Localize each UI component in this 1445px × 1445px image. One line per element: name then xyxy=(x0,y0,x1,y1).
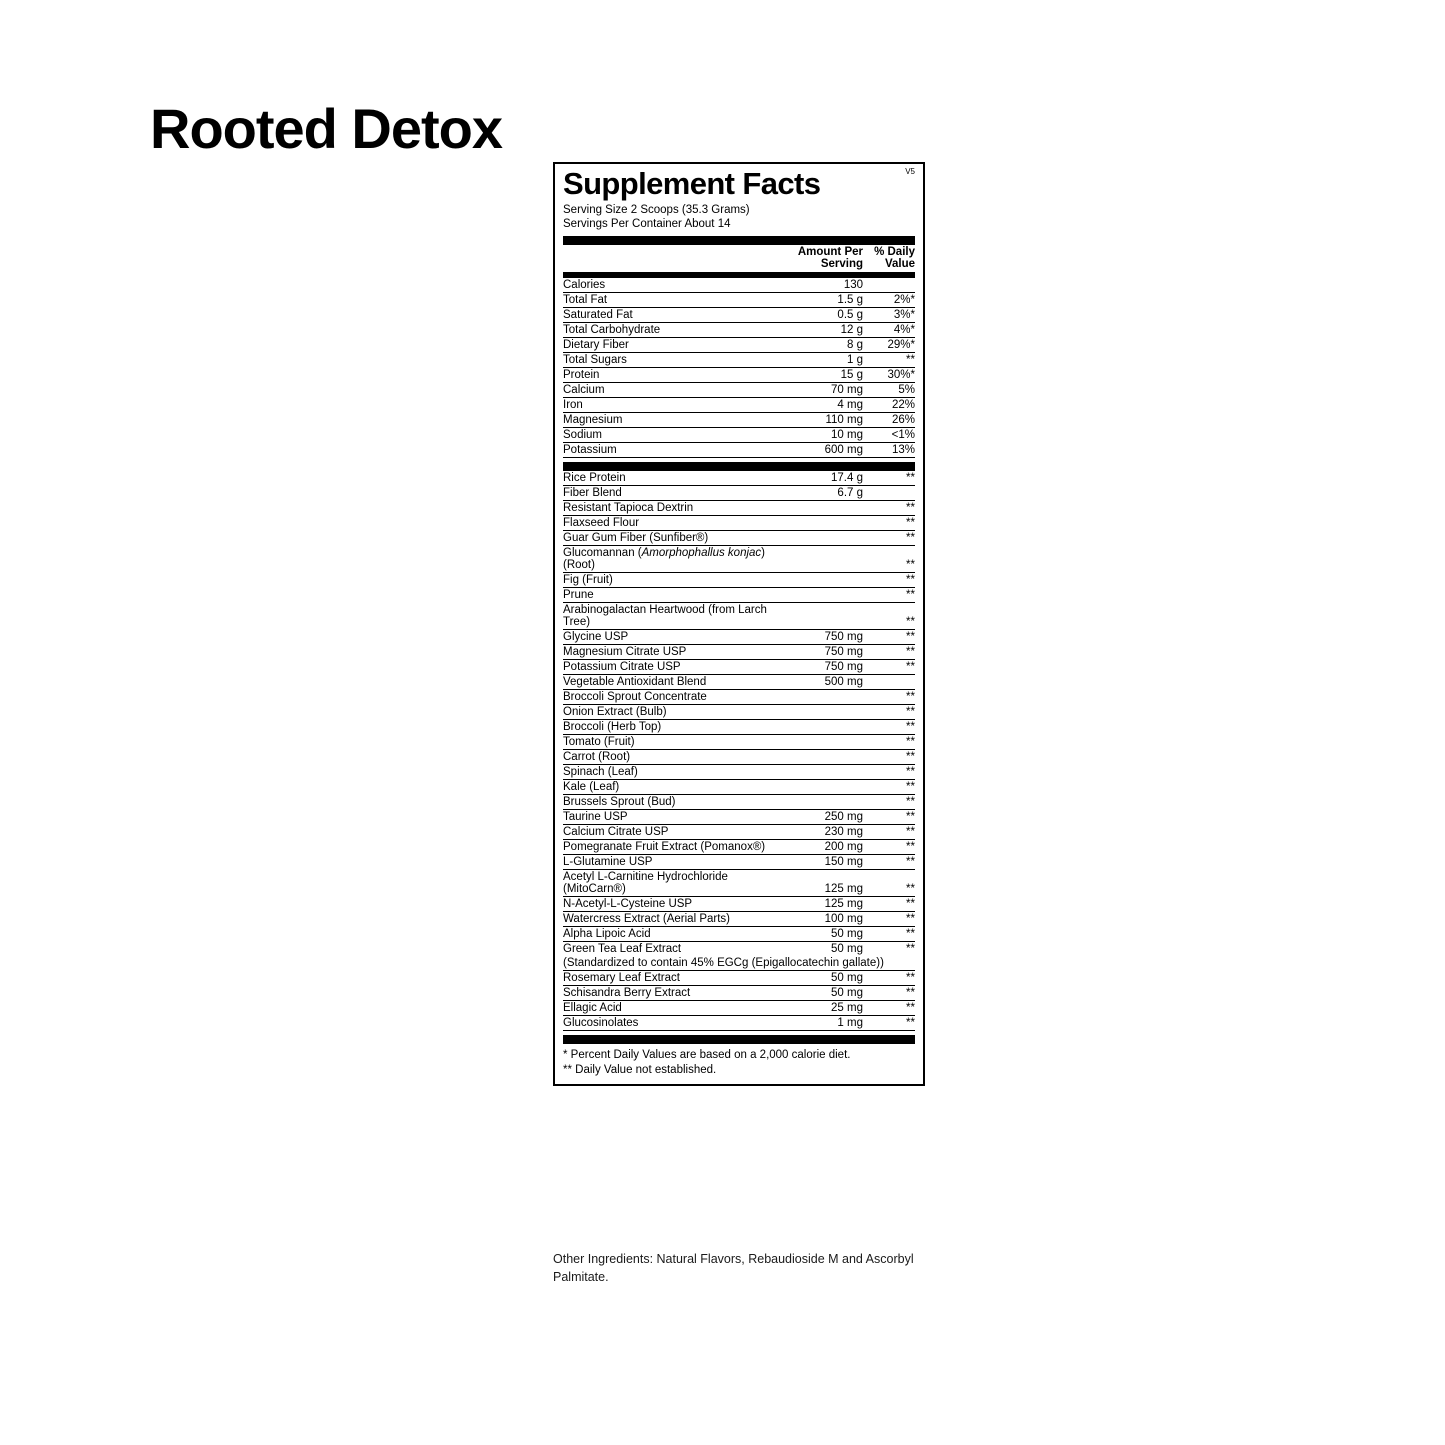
row-amount: 1 mg xyxy=(777,1015,863,1030)
row-amount xyxy=(777,500,863,515)
table-row xyxy=(563,824,915,839)
row-daily-value: ** xyxy=(863,970,915,985)
row-amount: 125 mg xyxy=(777,869,863,896)
table-row xyxy=(563,322,915,337)
row-name: Total Carbohydrate xyxy=(563,322,777,337)
row-amount: 750 mg xyxy=(777,659,863,674)
table-row xyxy=(563,412,915,427)
row-name: Carrot (Root) xyxy=(563,749,777,764)
row-name: Prune xyxy=(563,587,777,602)
row-amount: 50 mg xyxy=(777,985,863,1000)
row-daily-value: ** xyxy=(863,794,915,809)
table-row xyxy=(563,587,915,602)
row-amount xyxy=(777,530,863,545)
row-amount xyxy=(777,689,863,704)
row-daily-value: 30%* xyxy=(863,367,915,382)
row-name: Sodium xyxy=(563,427,777,442)
row-name: Calcium xyxy=(563,382,777,397)
footnote-dv-not-established: ** Daily Value not established. xyxy=(563,1063,717,1076)
row-daily-value: 2%* xyxy=(863,292,915,307)
row-daily-value: 26% xyxy=(863,412,915,427)
row-amount xyxy=(777,515,863,530)
table-row xyxy=(563,839,915,854)
row-name: Glycine USP xyxy=(563,629,777,644)
row-amount: 125 mg xyxy=(777,896,863,911)
row-daily-value: ** xyxy=(863,704,915,719)
row-amount: 0.5 g xyxy=(777,307,863,322)
page-title: Rooted Detox xyxy=(150,97,502,160)
latin-binomial: Amorphophallus konjac xyxy=(641,546,762,559)
table-row xyxy=(563,367,915,382)
row-daily-value: 3%* xyxy=(863,307,915,322)
row-amount: 150 mg xyxy=(777,854,863,869)
row-name: Calories xyxy=(563,278,777,293)
row-daily-value: 22% xyxy=(863,397,915,412)
row-daily-value: ** xyxy=(863,545,915,572)
table-row xyxy=(563,911,915,926)
table-row xyxy=(563,442,915,457)
table-row xyxy=(563,1000,915,1015)
row-name: Vegetable Antioxidant Blend xyxy=(563,674,777,689)
row-amount: 1 g xyxy=(777,352,863,367)
table-row xyxy=(563,278,915,293)
row-daily-value xyxy=(863,485,915,500)
panel-version-label: V5 xyxy=(905,167,915,176)
table-row xyxy=(563,307,915,322)
row-daily-value: ** xyxy=(863,352,915,367)
nutrition-table xyxy=(563,245,915,273)
row-daily-value: ** xyxy=(863,926,915,941)
table-row xyxy=(563,602,915,629)
row-daily-value: ** xyxy=(863,985,915,1000)
row-name: Calcium Citrate USP xyxy=(563,824,777,839)
row-name: Glucosinolates xyxy=(563,1015,777,1030)
row-name: L-Glutamine USP xyxy=(563,854,777,869)
table-row xyxy=(563,896,915,911)
table-row xyxy=(563,779,915,794)
row-name: Arabinogalactan Heartwood (from Larch Tree) xyxy=(563,602,777,629)
row-amount: 12 g xyxy=(777,322,863,337)
row-daily-value: ** xyxy=(863,587,915,602)
row-daily-value: ** xyxy=(863,824,915,839)
row-daily-value: ** xyxy=(863,896,915,911)
table-row xyxy=(563,644,915,659)
row-name: Fig (Fruit) xyxy=(563,572,777,587)
column-header-amount-line1: Amount Per xyxy=(797,245,863,258)
row-name: Rosemary Leaf Extract xyxy=(563,970,777,985)
row-name: Broccoli Sprout Concentrate xyxy=(563,689,777,704)
row-name: Iron xyxy=(563,397,777,412)
row-amount: 100 mg xyxy=(777,911,863,926)
row-name: Pomegranate Fruit Extract (Pomanox®) xyxy=(563,839,777,854)
row-name: Total Sugars xyxy=(563,352,777,367)
table-row xyxy=(563,500,915,515)
row-daily-value: ** xyxy=(863,854,915,869)
row-name: Glucomannan (Amorphophallus konjac) (Root) xyxy=(563,545,777,572)
column-header-daily-value xyxy=(863,245,915,273)
row-amount xyxy=(777,779,863,794)
column-header-amount-line2: Serving xyxy=(820,258,863,271)
row-daily-value: <1% xyxy=(863,427,915,442)
row-daily-value: ** xyxy=(863,779,915,794)
row-name: Guar Gum Fiber (Sunfiber®) xyxy=(563,530,777,545)
table-row xyxy=(563,485,915,500)
row-amount: 130 xyxy=(777,278,863,293)
row-amount: 17.4 g xyxy=(777,471,863,486)
row-daily-value: ** xyxy=(863,911,915,926)
nutrition-table-body xyxy=(563,245,915,273)
row-amount: 750 mg xyxy=(777,644,863,659)
table-row xyxy=(563,382,915,397)
divider-thick-mid xyxy=(563,462,915,471)
row-amount: 10 mg xyxy=(777,427,863,442)
row-amount xyxy=(777,587,863,602)
row-daily-value xyxy=(863,278,915,293)
table-row xyxy=(563,764,915,779)
table-row xyxy=(563,926,915,941)
other-ingredients: Other Ingredients: Natural Flavors, Rebaudioside M and Ascorbyl Palmitate. xyxy=(553,1252,914,1285)
row-amount: 600 mg xyxy=(777,442,863,457)
table-row xyxy=(563,719,915,734)
table-row xyxy=(563,734,915,749)
row-daily-value: ** xyxy=(863,839,915,854)
supplement-facts-panel xyxy=(553,162,925,1086)
nutrients-table xyxy=(563,278,915,458)
row-name: Tomato (Fruit) xyxy=(563,734,777,749)
row-daily-value: ** xyxy=(863,734,915,749)
row-amount: 8 g xyxy=(777,337,863,352)
row-daily-value: ** xyxy=(906,942,915,955)
table-column-headers xyxy=(563,245,915,273)
table-row xyxy=(563,1015,915,1030)
ingredients-table-body xyxy=(563,471,915,1031)
nutrients-table-body xyxy=(563,278,915,458)
row-daily-value: ** xyxy=(863,749,915,764)
table-row xyxy=(563,869,915,896)
servings-per-container: Servings Per Container About 14 xyxy=(563,218,731,231)
row-amount xyxy=(777,794,863,809)
row-name: Ellagic Acid xyxy=(563,1000,777,1015)
table-row xyxy=(563,985,915,1000)
egcg-standardization-note: (Standardized to contain 45% EGCg (Epigallocatechin gallate)) xyxy=(563,956,915,971)
row-amount: 50 mg xyxy=(777,970,863,985)
table-row xyxy=(563,629,915,644)
row-amount: 50 mg xyxy=(831,942,863,955)
panel-title: Supplement Facts xyxy=(563,166,821,201)
row-name: Broccoli (Herb Top) xyxy=(563,719,777,734)
row-daily-value: ** xyxy=(863,602,915,629)
table-row xyxy=(563,674,915,689)
table-row xyxy=(563,704,915,719)
row-name: Magnesium Citrate USP xyxy=(563,644,777,659)
row-daily-value: ** xyxy=(863,869,915,896)
row-daily-value: ** xyxy=(863,689,915,704)
row-daily-value xyxy=(863,674,915,689)
table-row xyxy=(563,809,915,824)
row-amount xyxy=(777,704,863,719)
table-row xyxy=(563,970,915,985)
row-daily-value: ** xyxy=(863,515,915,530)
table-row xyxy=(563,352,915,367)
footnote-daily-value-basis: * Percent Daily Values are based on a 2,000 calorie diet. xyxy=(563,1048,851,1061)
row-name: Acetyl L-Carnitine Hydrochloride (MitoCarn®) xyxy=(563,869,777,896)
row-amount: 750 mg xyxy=(777,629,863,644)
table-row xyxy=(563,515,915,530)
row-name: Kale (Leaf) xyxy=(563,779,777,794)
table-row xyxy=(563,941,915,956)
table-row xyxy=(563,749,915,764)
table-row xyxy=(563,854,915,869)
table-row xyxy=(563,794,915,809)
row-daily-value: 13% xyxy=(863,442,915,457)
row-name: Rice Protein xyxy=(563,471,777,486)
table-row xyxy=(563,530,915,545)
divider-thick-top xyxy=(563,236,915,245)
row-name: Spinach (Leaf) xyxy=(563,764,777,779)
table-row xyxy=(563,545,915,572)
divider-thick-bottom xyxy=(563,1035,915,1044)
row-amount: 70 mg xyxy=(777,382,863,397)
row-daily-value: ** xyxy=(863,1000,915,1015)
row-amount: 230 mg xyxy=(777,824,863,839)
row-amount: 200 mg xyxy=(777,839,863,854)
column-header-amount xyxy=(777,245,863,273)
row-name: Resistant Tapioca Dextrin xyxy=(563,500,777,515)
table-row xyxy=(563,572,915,587)
serving-info xyxy=(563,203,915,232)
footnotes xyxy=(563,1044,915,1078)
row-daily-value: ** xyxy=(863,809,915,824)
row-daily-value: 29%* xyxy=(863,337,915,352)
table-row-note xyxy=(563,956,915,971)
row-amount: 25 mg xyxy=(777,1000,863,1015)
row-amount: 50 mg xyxy=(777,926,863,941)
table-row xyxy=(563,397,915,412)
row-amount xyxy=(777,719,863,734)
row-daily-value: ** xyxy=(863,572,915,587)
row-name: Magnesium xyxy=(563,412,777,427)
row-daily-value: ** xyxy=(863,764,915,779)
row-name: Potassium xyxy=(563,442,777,457)
row-name: Taurine USP xyxy=(563,809,777,824)
row-daily-value: ** xyxy=(863,471,915,486)
row-amount xyxy=(777,764,863,779)
row-amount: 500 mg xyxy=(777,674,863,689)
row-name: Fiber Blend xyxy=(563,485,777,500)
row-amount: 6.7 g xyxy=(777,485,863,500)
row-amount: 4 mg xyxy=(777,397,863,412)
row-daily-value: ** xyxy=(863,719,915,734)
row-daily-value: ** xyxy=(863,629,915,644)
table-row xyxy=(563,471,915,486)
row-name: Brussels Sprout (Bud) xyxy=(563,794,777,809)
row-daily-value: ** xyxy=(863,530,915,545)
table-row xyxy=(563,659,915,674)
table-row xyxy=(563,337,915,352)
row-name: Total Fat xyxy=(563,292,777,307)
row-amount xyxy=(777,572,863,587)
row-name: N-Acetyl-L-Cysteine USP xyxy=(563,896,777,911)
row-name: Protein xyxy=(563,367,777,382)
ingredients-table xyxy=(563,471,915,1031)
row-name: Watercress Extract (Aerial Parts) xyxy=(563,911,777,926)
row-daily-value: 4%* xyxy=(863,322,915,337)
row-daily-value: ** xyxy=(863,659,915,674)
table-row xyxy=(563,427,915,442)
panel-header xyxy=(563,168,915,199)
row-daily-value: ** xyxy=(863,500,915,515)
serving-size: Serving Size 2 Scoops (35.3 Grams) xyxy=(563,204,750,216)
row-name: Potassium Citrate USP xyxy=(563,659,777,674)
row-amount xyxy=(777,545,863,572)
row-daily-value: ** xyxy=(863,644,915,659)
row-amount: 250 mg xyxy=(777,809,863,824)
row-name: Flaxseed Flour xyxy=(563,515,777,530)
row-amount xyxy=(777,734,863,749)
column-header-blank xyxy=(563,245,777,273)
row-name: Alpha Lipoic Acid xyxy=(563,926,777,941)
row-daily-value: ** xyxy=(863,1015,915,1030)
row-name: Saturated Fat xyxy=(563,307,777,322)
row-amount xyxy=(777,602,863,629)
row-amount: 1.5 g xyxy=(777,292,863,307)
row-name: Dietary Fiber xyxy=(563,337,777,352)
column-header-dv-line2: Value xyxy=(884,258,915,271)
row-daily-value: 5% xyxy=(863,382,915,397)
row-amount: 110 mg xyxy=(777,412,863,427)
row-amount xyxy=(777,749,863,764)
row-name: Schisandra Berry Extract xyxy=(563,985,777,1000)
table-row xyxy=(563,689,915,704)
row-name: Green Tea Leaf Extract xyxy=(563,942,682,955)
row-amount: 15 g xyxy=(777,367,863,382)
column-header-dv-line1: % Daily xyxy=(874,245,915,258)
table-row xyxy=(563,292,915,307)
row-name: Onion Extract (Bulb) xyxy=(563,704,777,719)
